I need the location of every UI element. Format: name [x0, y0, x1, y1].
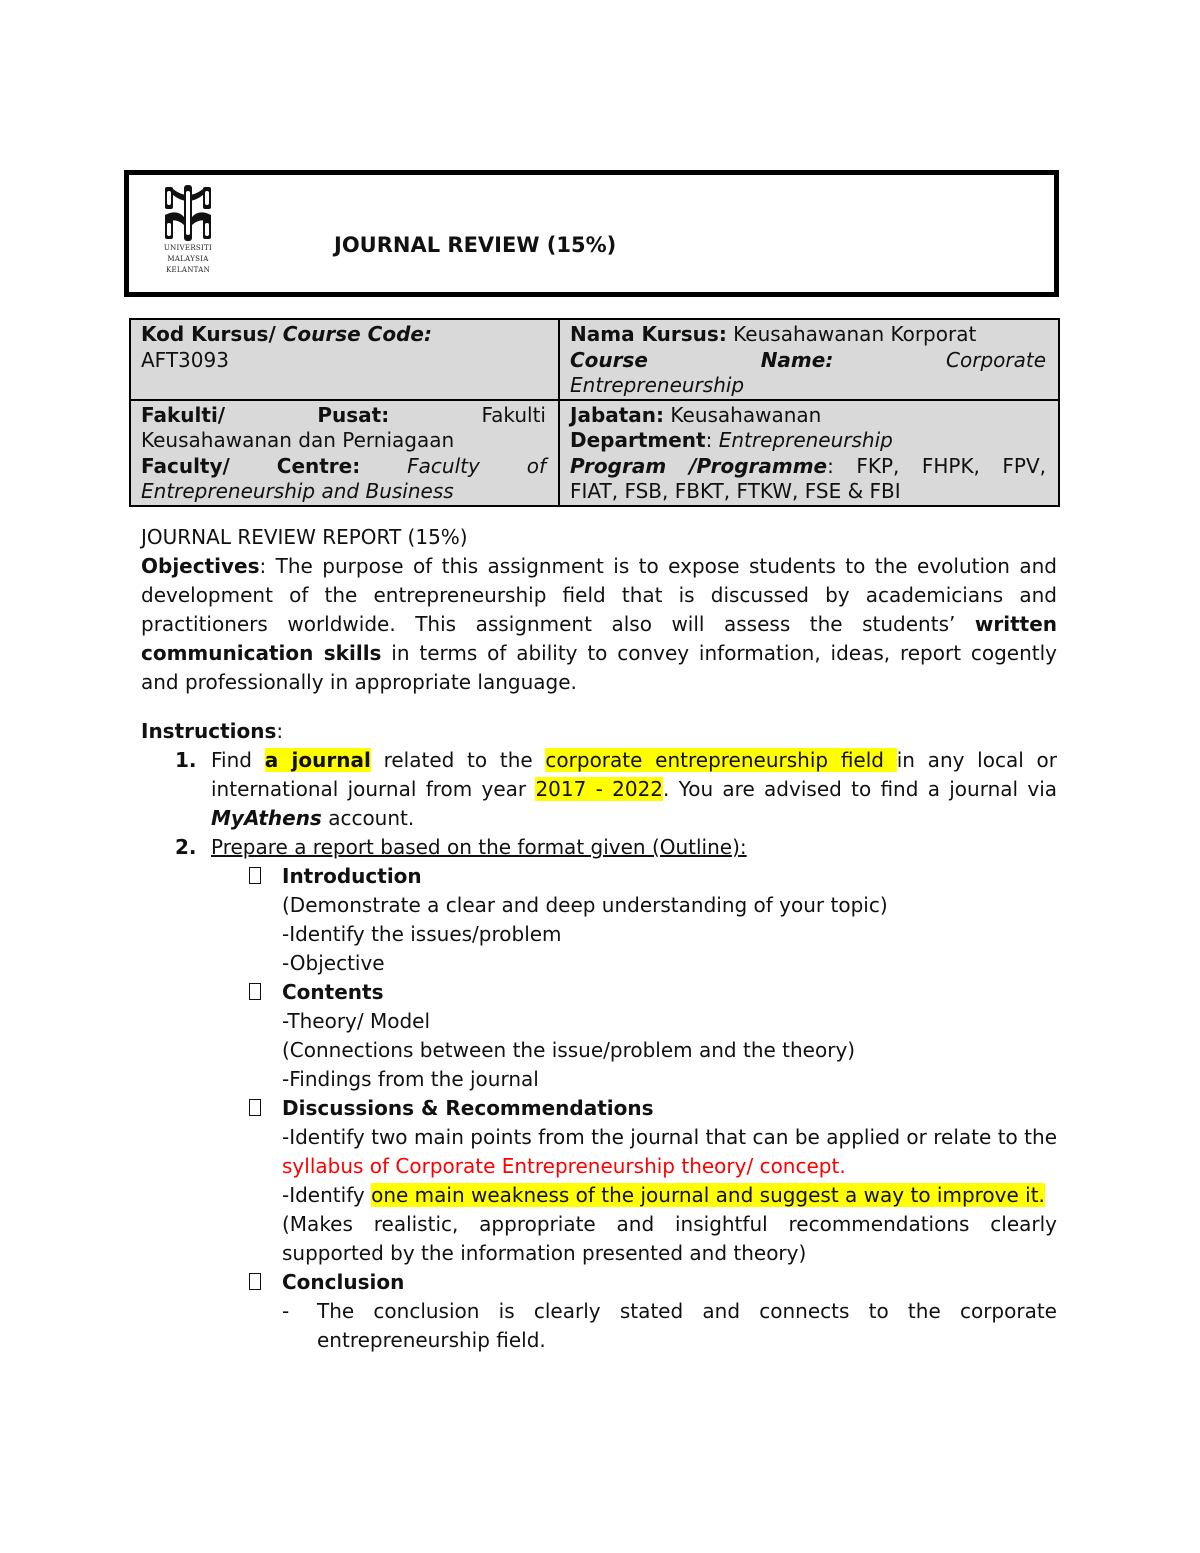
- outline-line: -Identify the issues/problem: [282, 922, 562, 946]
- myathens-text: MyAthens: [211, 806, 322, 830]
- faculty-cell: [130, 400, 559, 506]
- highlight: corporate entrepreneurship field: [545, 748, 897, 772]
- outline-title: Introduction: [282, 864, 422, 888]
- course-name-label-en: Course: [570, 347, 648, 372]
- instructions-colon: :: [276, 719, 284, 743]
- faculty-ms: Fakulti: [481, 402, 546, 427]
- course-name-en-2: Entrepreneurship: [570, 373, 745, 397]
- course-name-ms: Keusahawanan Korporat: [726, 322, 977, 346]
- logo-line: UNIVERSITI: [163, 244, 213, 252]
- missing-glyph-icon: [249, 867, 261, 884]
- course-name-label-en-2: Name:: [760, 347, 834, 372]
- course-name-cell: [559, 319, 1059, 400]
- outline-item-introduction: [141, 862, 1057, 891]
- instructions-label: Instructions: [141, 719, 277, 743]
- report-body: [141, 523, 1057, 1355]
- table-row: [130, 400, 1059, 506]
- dash-bullet: -: [282, 1299, 290, 1323]
- program-list-2: FIAT, FSB, FBKT, FTKW, FSE & FBI: [570, 479, 901, 503]
- red-emphasis: syllabus of Corporate Entrepreneurship theory/ concept.: [282, 1154, 846, 1178]
- outline-title: Conclusion: [282, 1270, 405, 1294]
- outline-text: The conclusion is clearly stated and connects to the corporate entrepreneurship field.: [317, 1299, 1057, 1352]
- course-code-label: Kod Kursus/: [141, 322, 276, 346]
- logo-line: KELANTAN: [165, 266, 211, 274]
- program-label: Program /Programme: [570, 453, 828, 478]
- course-info-table: [129, 318, 1060, 507]
- logo-wordmark: [157, 243, 219, 276]
- list-number: 1.: [175, 748, 197, 772]
- list-item: [141, 746, 1057, 833]
- list-item: [141, 833, 1057, 862]
- outline-item-conclusion: [141, 1268, 1057, 1297]
- faculty-ms-2: Keusahawanan dan Perniagaan: [141, 428, 455, 452]
- course-code-value: AFT3093: [141, 347, 229, 372]
- objectives-label: Objectives: [141, 554, 260, 578]
- missing-glyph-icon: [249, 1099, 261, 1116]
- faculty-en-2: of: [526, 453, 547, 478]
- course-name-label: Nama Kursus:: [570, 322, 727, 346]
- department-cell: [559, 400, 1059, 506]
- faculty-en: Faculty: [407, 453, 480, 478]
- missing-glyph-icon: [249, 983, 261, 1000]
- centre-label: Pusat:: [317, 402, 390, 427]
- outline-line: (Connections between the issue/problem and the theory): [282, 1038, 856, 1062]
- objectives-text: : The purpose of this assignment is to expose students to the evolution and development of the entrepreneurship field that is discussed by academicians and practitioners worldwide. This assignment also will assess the students’: [141, 554, 1057, 636]
- highlight: a journal: [264, 748, 371, 772]
- course-code-cell: [130, 319, 559, 400]
- umk-emblem-icon: [157, 183, 219, 243]
- table-row: [130, 319, 1059, 400]
- centre-label-en: Centre:: [276, 453, 361, 478]
- item-text: in any local or international journal from year: [211, 748, 1057, 801]
- outline-line: -Theory/ Model: [282, 1009, 431, 1033]
- outline-item-contents: [141, 978, 1057, 1007]
- department-ms: Keusahawanan: [664, 402, 822, 427]
- faculty-label: Fakulti/: [141, 402, 226, 427]
- highlight: 2017 - 2022: [535, 777, 664, 801]
- outline-line: (Makes realistic, appropriate and insightful recommendations clearly supported by the information presented and theory): [282, 1212, 1057, 1265]
- report-title: JOURNAL REVIEW REPORT (15%): [141, 525, 468, 549]
- faculty-en-3: Entrepreneurship and Business: [141, 479, 454, 503]
- program-colon: :: [827, 453, 834, 478]
- outline-text: -Identify two main points from the journal that can be applied or relate to the: [282, 1125, 1057, 1149]
- department-colon: :: [705, 428, 719, 452]
- outline-line: (Demonstrate a clear and deep understanding of your topic): [282, 893, 888, 917]
- document-title: JOURNAL REVIEW (15%): [334, 233, 617, 257]
- logo-line: MALAYSIA: [167, 255, 209, 263]
- item-text: account.: [321, 806, 415, 830]
- outline-line: [141, 1297, 1057, 1355]
- outline-line: -Findings from the journal: [282, 1067, 539, 1091]
- objectives-text-2: in terms of ability to convey information, ideas, report cogently and professionally in appropriate language.: [141, 641, 1057, 694]
- outline-line: [141, 1181, 1057, 1210]
- course-name-en: Corporate: [946, 347, 1046, 372]
- outline-title: Contents: [282, 980, 384, 1004]
- outline-text: -Identify: [282, 1183, 372, 1207]
- outline-item-discussions: [141, 1094, 1057, 1123]
- highlight: one main weakness of the journal and suggest a way to improve it.: [371, 1183, 1045, 1207]
- instructions-heading: [141, 717, 1057, 746]
- list-number: 2.: [175, 835, 197, 859]
- item-text: . You are advised to find a journal via: [663, 777, 1058, 801]
- objectives-emphasis: written communication skills: [141, 612, 1057, 665]
- item-text: related to the: [370, 748, 546, 772]
- department-label-en: Department: [570, 428, 706, 452]
- department-en: Entrepreneurship: [718, 428, 893, 452]
- item-text: Prepare a report based on the format given (Outline):: [211, 835, 747, 859]
- outline-line: [141, 1123, 1057, 1181]
- header-box: [124, 170, 1059, 297]
- outline-line: -Objective: [282, 951, 385, 975]
- department-label: Jabatan:: [570, 402, 665, 427]
- program-list: FKP, FHPK, FPV,: [833, 453, 1046, 478]
- university-logo: [157, 183, 219, 293]
- outline-title: Discussions & Recommendations: [282, 1096, 654, 1120]
- missing-glyph-icon: [249, 1273, 261, 1290]
- item-text: Find: [211, 748, 265, 772]
- objectives-paragraph: [141, 552, 1057, 697]
- course-code-label-en: Course Code:: [275, 322, 432, 346]
- faculty-label-en: Faculty/: [141, 453, 230, 478]
